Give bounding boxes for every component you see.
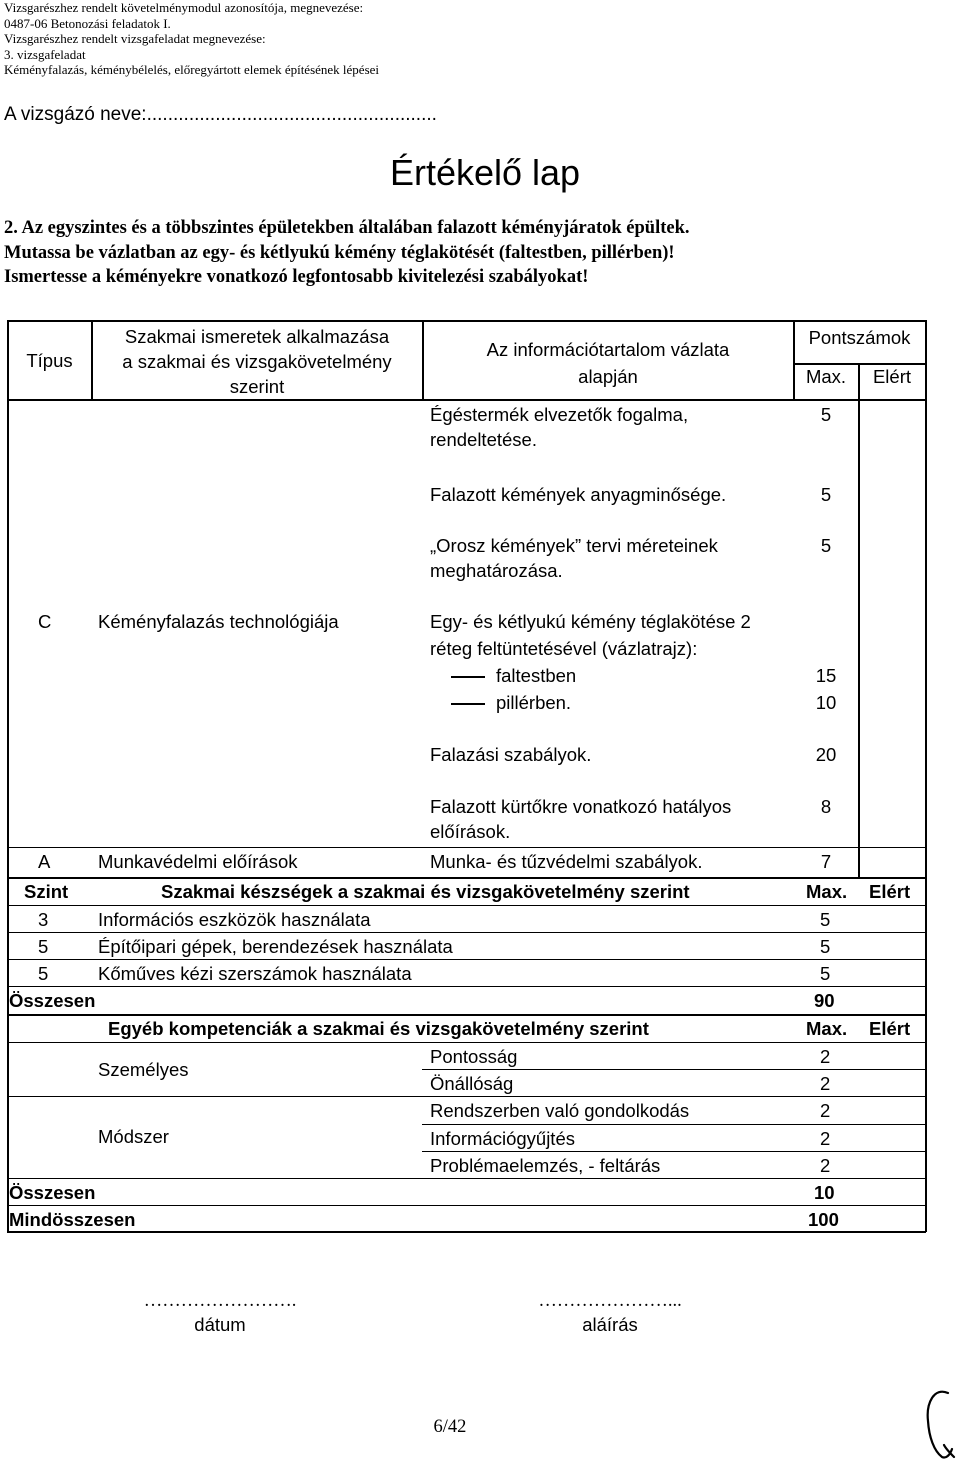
date-dots: ……………………. (143, 1291, 297, 1311)
sum-value: 10 (814, 1182, 835, 1203)
skill-max: 5 (820, 963, 831, 984)
item-text: réteg feltüntetésével (vázlatrajz): (430, 638, 698, 659)
header-max: Max. (805, 366, 847, 387)
item-max: 5 (820, 484, 832, 505)
item-text: Falazott kémények anyagminősége. (430, 484, 727, 505)
item-text: előírások. (430, 821, 511, 842)
item-max: 8 (820, 796, 832, 817)
competency-name: Pontosság (430, 1046, 518, 1067)
page-title: Értékelő lap (389, 152, 581, 193)
header-line: 0487-06 Betonozási feladatok I. (4, 15, 171, 31)
item-text: „Orosz kémények” tervi méreteinek (430, 535, 718, 556)
header-col2 (92, 324, 422, 399)
item-subtext: faltestben (496, 665, 577, 686)
date-label: dátum (194, 1314, 246, 1335)
header-col2-line: a szakmai és vizsgakövetelmény (122, 351, 392, 372)
skill-name: Információs eszközök használata (98, 909, 371, 930)
other-elert: Elért (869, 1018, 911, 1039)
other-max: Max. (806, 1018, 848, 1039)
item-text: Munka- és tűzvédelmi szabályok. (430, 851, 703, 872)
header-line: 3. vizsgafeladat (4, 46, 86, 62)
item-text: meghatározása. (430, 560, 563, 581)
header-tipus: Típus (26, 350, 73, 371)
competency-name: Rendszerben való gondolkodás (430, 1100, 690, 1121)
competency-max: 2 (820, 1046, 831, 1067)
header-pontszamok: Pontszámok (808, 327, 911, 348)
item-text: Falazási szabályok. (430, 744, 592, 765)
item-max: 7 (820, 851, 832, 872)
skills-szint: Szint (24, 881, 69, 902)
type-c: C (38, 611, 52, 632)
item-max: 10 (815, 692, 837, 713)
skills-elert: Elért (869, 881, 911, 902)
group-modszer: Módszer (98, 1126, 169, 1147)
page-number: 6/42 (433, 1417, 467, 1437)
competency-max: 2 (820, 1128, 831, 1149)
skill-level: 3 (38, 909, 49, 930)
competency-max: 2 (820, 1155, 831, 1176)
group-szemelyes: Személyes (98, 1059, 189, 1080)
header-line: Vizsgarészhez rendelt követelménymodul azonosítója, megnevezése: (4, 0, 364, 15)
skill-name: Építőipari gépek, berendezések használata (98, 936, 453, 957)
item-max: 5 (820, 535, 832, 556)
a-topic: Munkavédelmi előírások (98, 851, 298, 872)
dash-bullet (451, 703, 485, 705)
competency-max: 2 (820, 1100, 831, 1121)
item-max: 20 (815, 744, 837, 765)
sum-label: Összesen (9, 1182, 96, 1203)
header-col2-line: szerint (229, 376, 285, 397)
item-max: 5 (820, 404, 832, 425)
sum-value: 90 (814, 990, 835, 1011)
header-line: Kéményfalazás, kéménybélelés, előregyártott elemek építésének lépései (4, 62, 380, 77)
task-line: 2. Az egyszintes és a többszintes épületekben általában falazott kéményjáratok épültek. (4, 218, 690, 238)
total-label: Mindösszesen (9, 1209, 136, 1230)
header-col3-line: alapján (578, 366, 638, 387)
c-topic: Kéményfalazás technológiája (98, 611, 339, 632)
competency-name: Önállóság (430, 1073, 514, 1094)
skill-max: 5 (820, 936, 831, 957)
competency-name: Információgyűjtés (430, 1128, 575, 1149)
skills-max: Max. (806, 881, 848, 902)
signature-dots: …………………... (538, 1291, 682, 1311)
header-elert: Elért (872, 366, 912, 387)
header-col3 (423, 336, 793, 390)
item-max: 15 (815, 665, 837, 686)
item-subtext: pillérben. (496, 692, 572, 713)
dash-bullet (451, 676, 485, 678)
header-col3-line: Az információtartalom vázlata (486, 339, 730, 360)
type-a: A (38, 851, 51, 872)
skills-heading: Szakmai készségek a szakmai és vizsgakövetelmény szerint (161, 881, 690, 902)
header-col2-line: Szakmai ismeretek alkalmazása (124, 326, 390, 347)
sum-label: Összesen (9, 990, 96, 1011)
item-text: Egy- és kétlyukú kémény téglakötése 2 (430, 611, 751, 632)
candidate-name-field[interactable]: A vizsgázó neve:....................................................... (4, 104, 437, 125)
item-text: rendeltetése. (430, 429, 537, 450)
task-line: Ismertesse a kéményekre vonatkozó legfontosabb kivitelezési szabályokat! (4, 267, 589, 287)
task-line: Mutassa be vázlatban az egy- és kétlyukú kémény téglakötését (faltestben, pillérben)! (4, 242, 675, 263)
skill-max: 5 (820, 909, 831, 930)
header-line: Vizsgarészhez rendelt vizsgafeladat megnevezése: (4, 31, 266, 46)
handwritten-initial-icon (920, 1385, 960, 1463)
other-heading: Egyéb kompetenciák a szakmai és vizsgakövetelmény szerint (108, 1018, 649, 1039)
competency-name: Problémaelemzés, - feltárás (430, 1155, 661, 1176)
skill-level: 5 (38, 963, 49, 984)
skill-level: 5 (38, 936, 49, 957)
item-text: Égéstermék elvezetők fogalma, (430, 404, 689, 425)
item-text: Falazott kürtőkre vonatkozó hatályos (430, 796, 732, 817)
skill-name: Kőműves kézi szerszámok használata (98, 963, 412, 984)
total-value: 100 (808, 1209, 839, 1230)
signature-label: aláírás (582, 1314, 638, 1335)
competency-max: 2 (820, 1073, 831, 1094)
